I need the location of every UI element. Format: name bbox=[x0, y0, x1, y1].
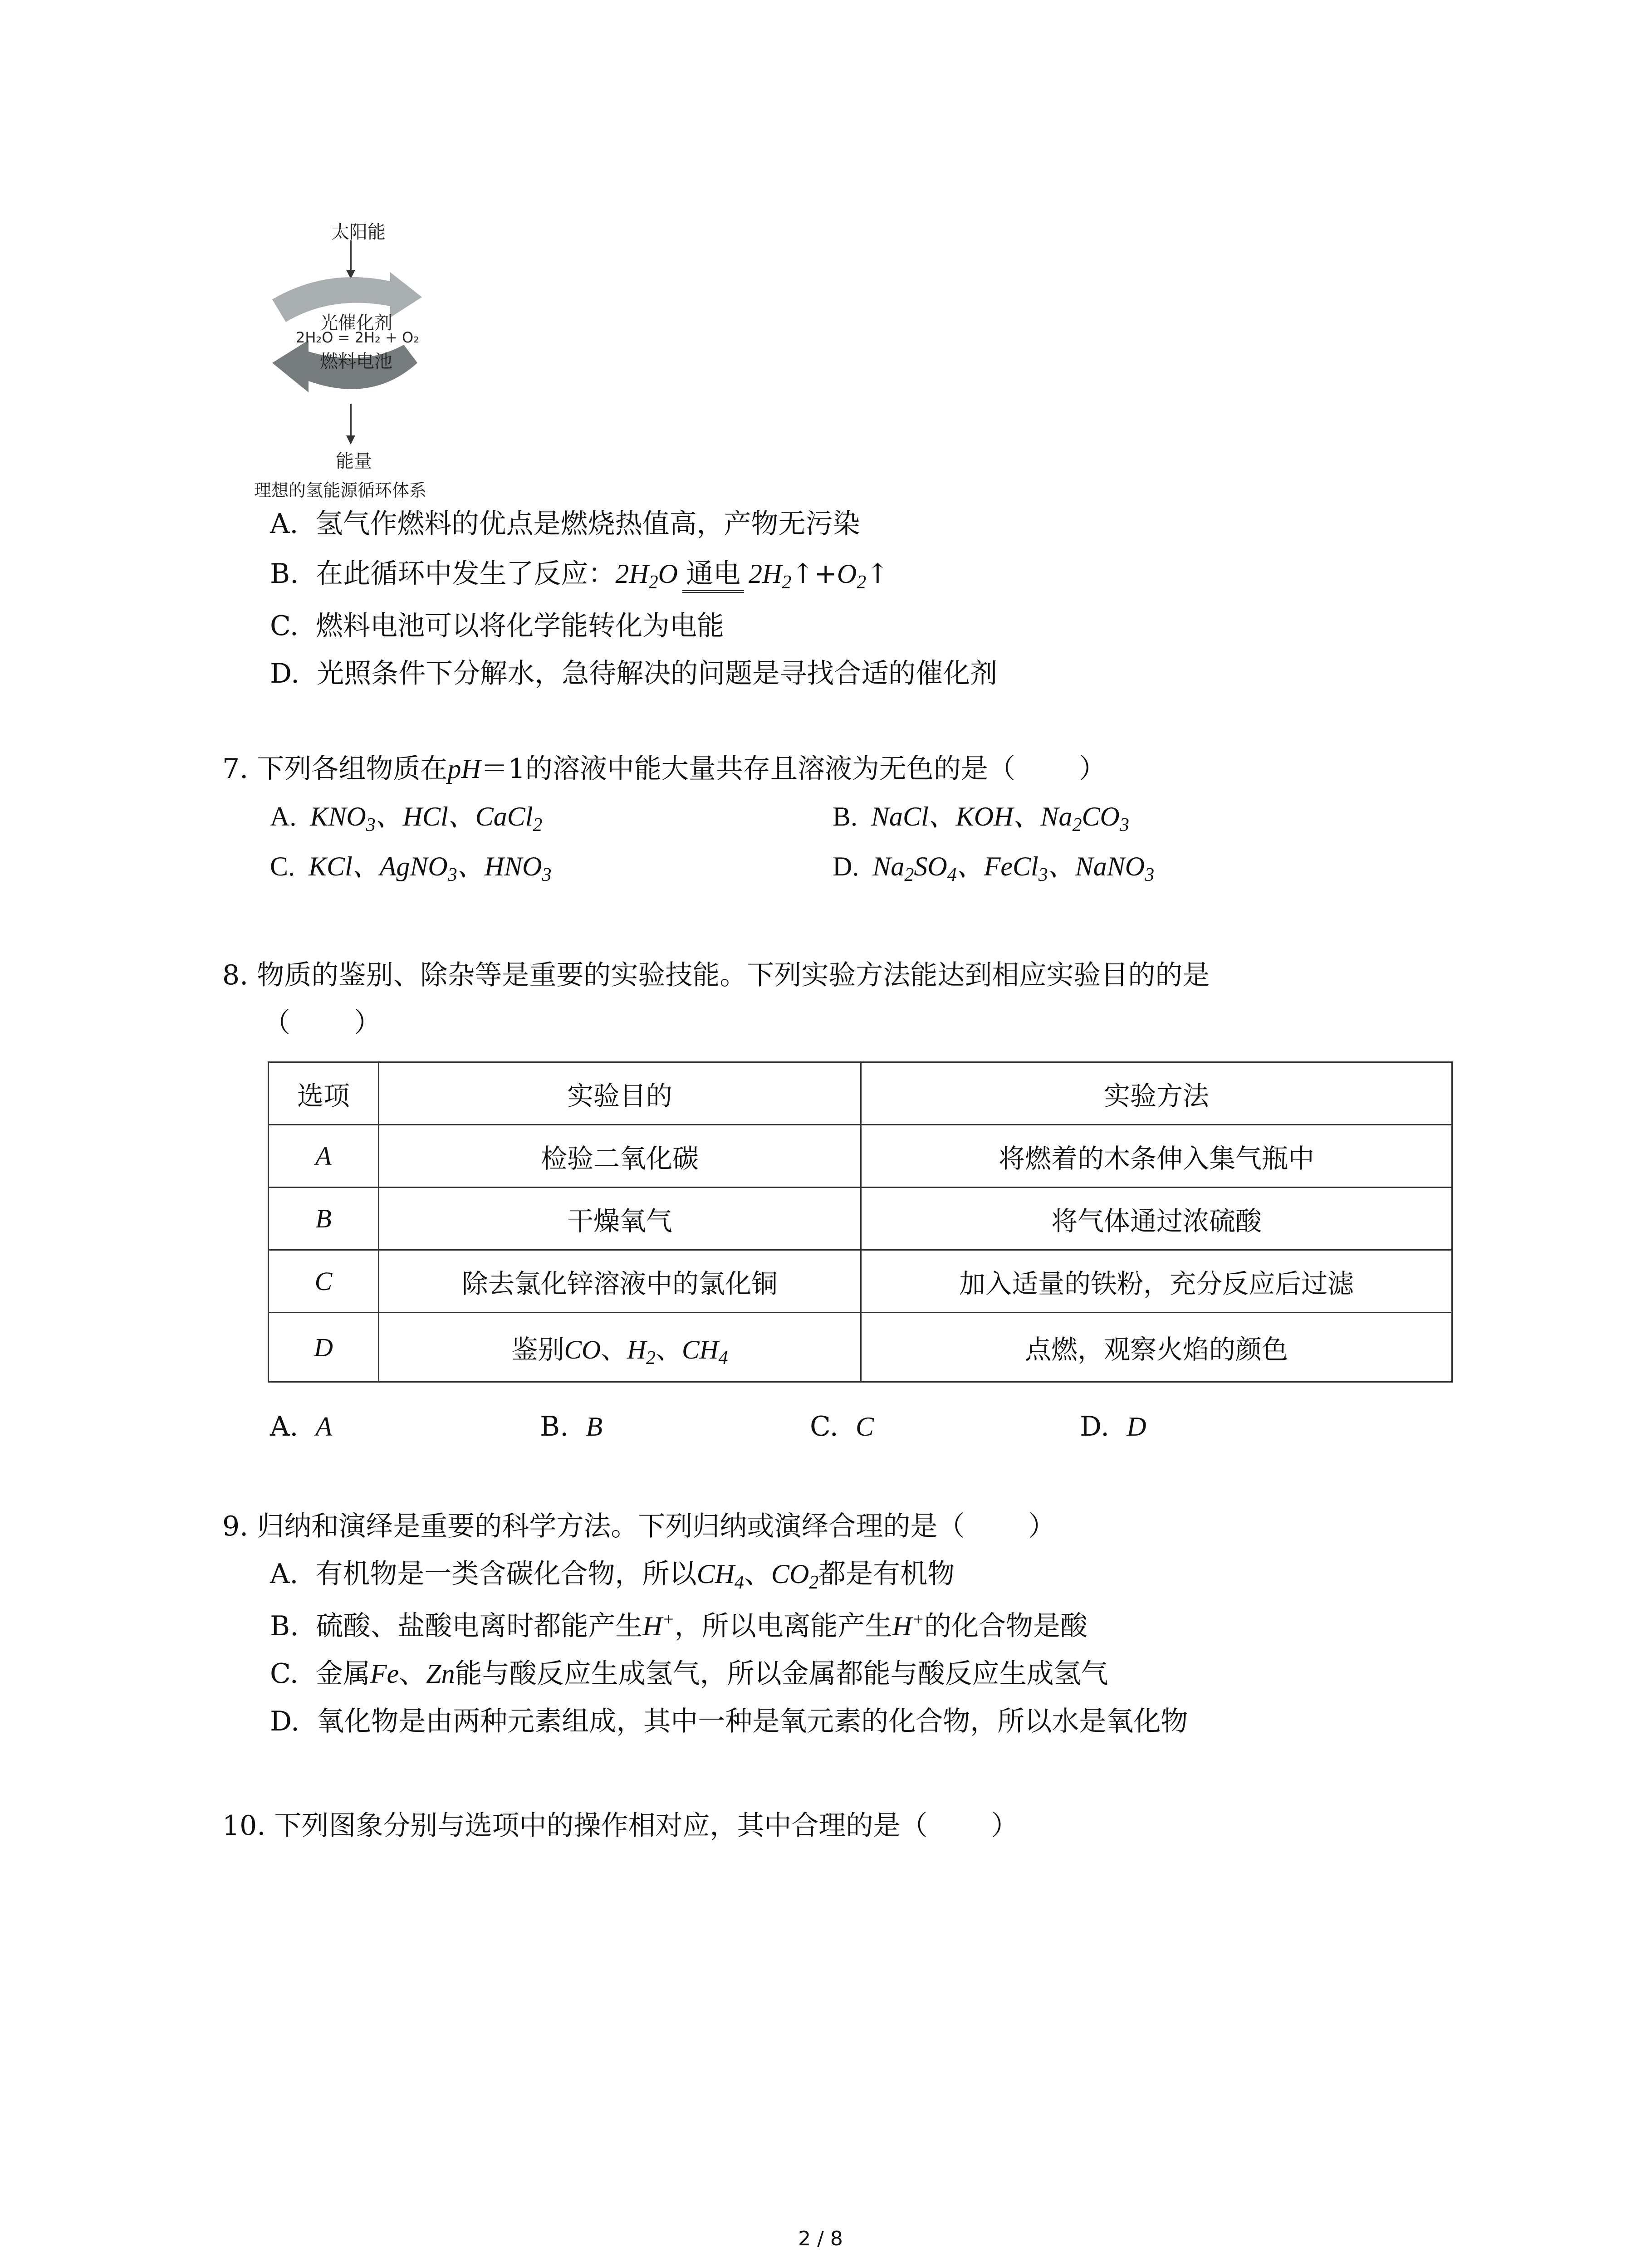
q8-option-a: A. A bbox=[270, 1411, 333, 1442]
row-method: 点燃，观察火焰的颜色 bbox=[861, 1313, 1452, 1382]
row-goal: 检验二氧化碳 bbox=[379, 1125, 861, 1188]
q6-option-c: C. 燃料电池可以将化学能转化为电能 bbox=[270, 610, 724, 642]
diagram-fuel-cell-label: 燃料电池 bbox=[320, 351, 392, 372]
experiment-table bbox=[268, 1061, 1453, 1383]
q8-option-d: D. D bbox=[1080, 1411, 1146, 1442]
reaction-condition: 通电 bbox=[682, 557, 744, 593]
table-row bbox=[269, 1250, 1452, 1313]
q7-option-d: D. $Na_2SO_4$、FeCl$_3$、NaNO$_3$ bbox=[833, 851, 1155, 885]
q9-stem: 9. 归纳和演绎是重要的科学方法。下列归纳或演绎合理的是（ ） bbox=[222, 1510, 1056, 1542]
q8-option-b: B. B bbox=[540, 1411, 603, 1442]
row-method: 将燃着的木条伸入集气瓶中 bbox=[861, 1125, 1452, 1188]
q9-option-b: B. 硫酸、盐酸电离时都能产生H+，所以电离能产生H+的化合物是酸 bbox=[270, 1609, 1088, 1642]
row-goal: 鉴别CO、$H_2$、$CH_4$ bbox=[379, 1313, 861, 1382]
row-option: C bbox=[269, 1250, 379, 1313]
row-option: A bbox=[269, 1125, 379, 1188]
q9-option-c: C. 金属Fe、Zn能与酸反应生成氢气，所以金属都能与酸反应生成氢气 bbox=[270, 1658, 1108, 1690]
diagram-equation: 2H₂O = 2H₂ + O₂ bbox=[296, 329, 420, 346]
q7-stem: 7. 下列各组物质在pH＝1的溶液中能大量共存且溶液为无色的是（ ） bbox=[222, 753, 1106, 785]
q9-option-d: D. 氧化物是由两种元素组成，其中一种是氧元素的化合物，所以水是氧化物 bbox=[270, 1706, 1188, 1737]
row-goal: 除去氯化锌溶液中的氯化铜 bbox=[379, 1250, 861, 1313]
diagram-bottom-label: 能量 bbox=[336, 451, 372, 472]
table-row bbox=[269, 1125, 1452, 1188]
diagram-top-label: 太阳能 bbox=[331, 222, 386, 243]
row-method: 将气体通过浓硫酸 bbox=[861, 1188, 1452, 1250]
diagram-catalyst-label: 光催化剂 bbox=[320, 313, 392, 333]
q6-option-d: D. 光照条件下分解水，急待解决的问题是寻找合适的催化剂 bbox=[270, 658, 998, 689]
q7-option-b: B. NaCl、KOH、$Na_2CO_3$ bbox=[833, 802, 1129, 836]
table-row bbox=[269, 1313, 1452, 1382]
header-option: 选项 bbox=[269, 1062, 379, 1125]
q8-answer-paren: （ ） bbox=[263, 1007, 381, 1039]
q6-option-a: A. 氢气作燃料的优点是燃烧热值高，产物无污染 bbox=[270, 508, 860, 540]
table-header-row bbox=[269, 1062, 1452, 1125]
table-row bbox=[269, 1188, 1452, 1250]
header-goal: 实验目的 bbox=[379, 1062, 861, 1125]
q6-option-b: B. 在此循环中发生了反应：$2H_2O$ 通电 $2H_2↑+O_2↑$ bbox=[270, 558, 889, 593]
page-number: 2 / 8 bbox=[798, 2227, 843, 2250]
q10-stem: 10. 下列图象分别与选项中的操作相对应，其中合理的是（ ） bbox=[222, 1810, 1019, 1842]
q7-option-c: C. KCl、AgNO$_3$、$HNO_3$ bbox=[270, 851, 552, 885]
row-option: B bbox=[269, 1188, 379, 1250]
row-method: 加入适量的铁粉，充分反应后过滤 bbox=[861, 1250, 1452, 1313]
q8-option-c: C. C bbox=[810, 1411, 874, 1442]
q9-option-a: A. 有机物是一类含碳化合物，所以$CH_4$、$CO_2$都是有机物 bbox=[270, 1558, 955, 1593]
q7-option-a: A. $KNO_3$、HCl、CaCl$_2$ bbox=[270, 802, 543, 836]
q8-stem: 8. 物质的鉴别、除杂等是重要的实验技能。下列实验方法能达到相应实验目的的是 bbox=[222, 959, 1210, 991]
row-goal: 干燥氧气 bbox=[379, 1188, 861, 1250]
diagram-caption: 理想的氢能源循环体系 bbox=[254, 480, 427, 500]
header-method: 实验方法 bbox=[861, 1062, 1452, 1125]
row-option: D bbox=[269, 1313, 379, 1382]
hydrogen-cycle-diagram bbox=[254, 213, 508, 503]
